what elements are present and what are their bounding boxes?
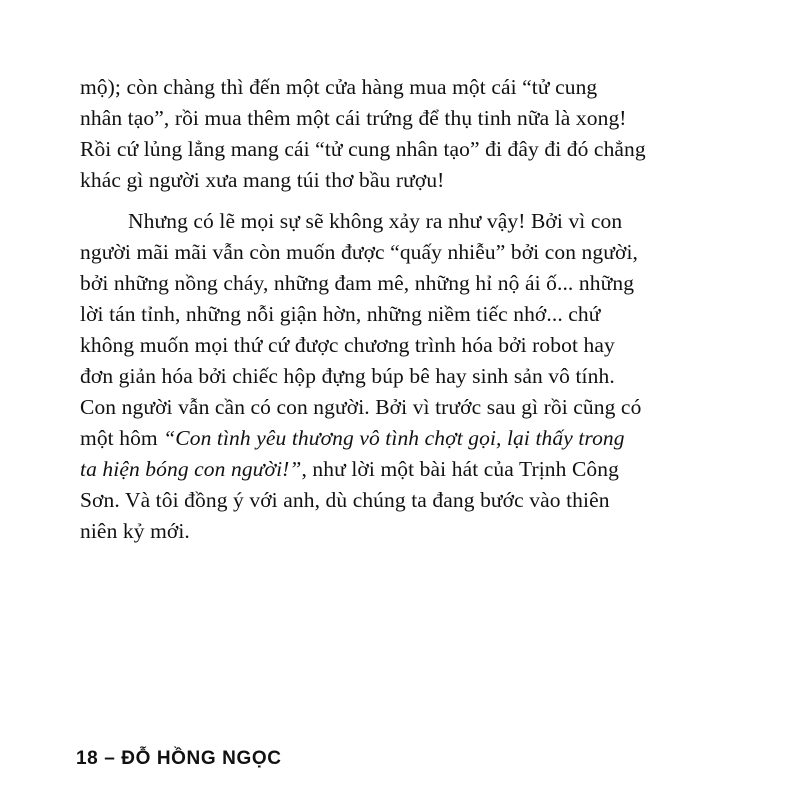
text-line: lời tán tỉnh, những nỗi giận hờn, những niềm tiếc nhớ... chứ — [80, 302, 601, 326]
body-text — [80, 72, 740, 547]
footer-separator: – — [98, 748, 122, 769]
text-line: Con người vẫn cần có con người. Bởi vì trước sau gì rồi cũng có — [80, 395, 642, 419]
author-name: ĐỖ HỒNG NGỌC — [121, 748, 282, 769]
song-quote-part-2: ta hiện bóng con người!” — [80, 457, 302, 481]
text-line: mộ); còn chàng thì đến một cửa hàng mua một cái “tử cung — [80, 75, 598, 99]
text-line: niên kỷ mới. — [80, 519, 190, 543]
text-segment: , như lời một bài hát của Trịnh Công — [301, 457, 619, 481]
text-line — [80, 454, 740, 485]
text-segment: một hôm — [80, 426, 164, 450]
page-number: 18 — [76, 748, 99, 769]
text-line: Rồi cứ lủng lẳng mang cái “tử cung nhân tạo” đi đây đi đó chẳng — [80, 137, 646, 161]
text-line: Nhưng có lẽ mọi sự sẽ không xảy ra như vậy! Bởi vì con — [128, 209, 623, 233]
text-line: bởi những nồng cháy, những đam mê, những hỉ nộ ái ố... những — [80, 271, 635, 295]
text-line: người mãi mãi vẫn còn muốn được “quấy nhiễu” bởi con người, — [80, 240, 639, 264]
text-line — [80, 423, 740, 454]
page-footer — [76, 748, 282, 770]
text-line: đơn giản hóa bởi chiếc hộp đựng búp bê hay sinh sản vô tính. — [80, 364, 615, 388]
paragraph-gap — [80, 196, 740, 206]
song-quote-part-1: “Con tình yêu thương vô tình chợt gọi, lại thấy trong — [163, 426, 625, 450]
text-line: không muốn mọi thứ cứ được chương trình hóa bởi robot hay — [80, 333, 615, 357]
text-line: khác gì người xưa mang túi thơ bầu rượu! — [80, 168, 445, 192]
text-line: nhân tạo”, rồi mua thêm một cái trứng để thụ tinh nữa là xong! — [80, 106, 627, 130]
text-line: Sơn. Và tôi đồng ý với anh, dù chúng ta đang bước vào thiên — [80, 488, 610, 512]
